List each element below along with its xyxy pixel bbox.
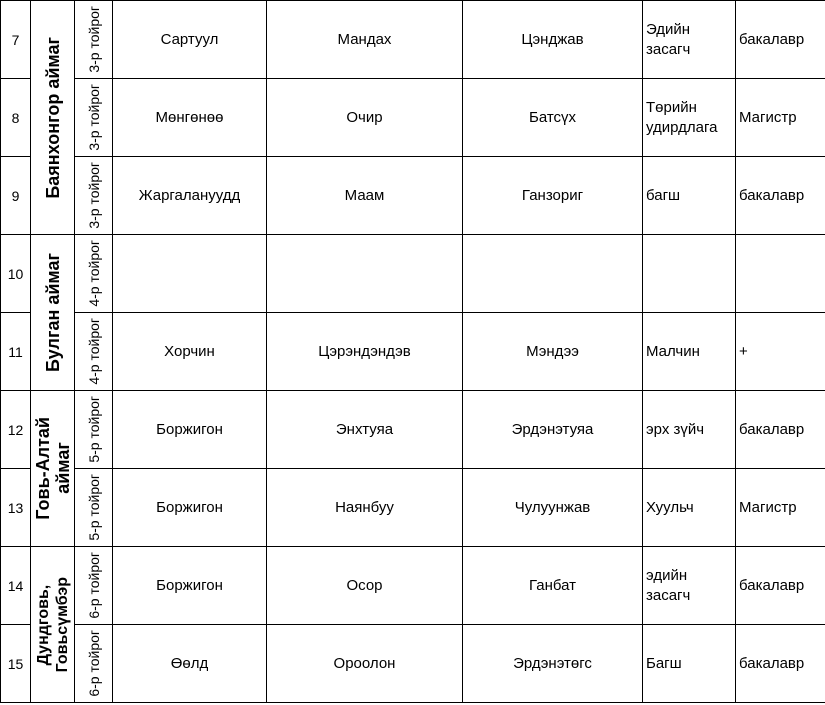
- aimag-name: [33, 417, 73, 520]
- given-name: [463, 235, 643, 313]
- row-number: 14: [1, 547, 31, 625]
- degree: +: [736, 313, 825, 391]
- profession: Хуульч: [643, 469, 736, 547]
- given-name: Батсүх: [463, 79, 643, 157]
- row-number: 8: [1, 79, 31, 157]
- toirog-cell: [75, 313, 113, 391]
- father-name: Маам: [267, 157, 463, 235]
- profession: эдийн засагч: [643, 547, 736, 625]
- aimag-cell: [31, 235, 75, 391]
- toirog-label: 3-р тойрог: [85, 162, 102, 229]
- degree: бакалавр: [736, 625, 825, 703]
- toirog-label: 5-р тойрог: [85, 396, 102, 463]
- father-name: Энхтуяа: [267, 391, 463, 469]
- degree: бакалавр: [736, 1, 825, 79]
- row-number: 9: [1, 157, 31, 235]
- father-name: Ороолон: [267, 625, 463, 703]
- given-name: Цэнджав: [463, 1, 643, 79]
- degree: бакалавр: [736, 547, 825, 625]
- toirog-cell: [75, 547, 113, 625]
- row-number: 10: [1, 235, 31, 313]
- table-row: [1, 235, 825, 313]
- aimag-name: Баянхонгор аймаг: [42, 36, 63, 199]
- given-name: Чулуунжав: [463, 469, 643, 547]
- row-number: 15: [1, 625, 31, 703]
- aimag-name-line2: Говьсүмбэр: [53, 576, 71, 673]
- table-row: [1, 1, 825, 79]
- clan-name: Боржигон: [113, 391, 267, 469]
- table-row: [1, 79, 825, 157]
- aimag-name-line1: Дундговь,: [34, 584, 52, 665]
- father-name: Мандах: [267, 1, 463, 79]
- table-row: [1, 625, 825, 703]
- aimag-name: [34, 577, 72, 672]
- aimag-cell: [31, 1, 75, 235]
- degree: Магистр: [736, 79, 825, 157]
- toirog-cell: [75, 391, 113, 469]
- degree: [736, 235, 825, 313]
- profession: Багш: [643, 625, 736, 703]
- toirog-cell: [75, 235, 113, 313]
- father-name: Осор: [267, 547, 463, 625]
- table-row: [1, 157, 825, 235]
- profession: эрх зүйч: [643, 391, 736, 469]
- profession: багш: [643, 157, 736, 235]
- aimag-name-line1: Говь-Алтай: [32, 417, 53, 520]
- row-number: 12: [1, 391, 31, 469]
- aimag-cell: [31, 391, 75, 547]
- given-name: Мэндээ: [463, 313, 643, 391]
- toirog-label: 3-р тойрог: [85, 6, 102, 73]
- table-row: [1, 391, 825, 469]
- row-number: 7: [1, 1, 31, 79]
- father-name: Очир: [267, 79, 463, 157]
- toirog-label: 3-р тойрог: [85, 84, 102, 151]
- given-name: Ганбат: [463, 547, 643, 625]
- table-row: [1, 469, 825, 547]
- given-name: Ганзориг: [463, 157, 643, 235]
- toirog-cell: [75, 157, 113, 235]
- given-name: Эрдэнэтөгс: [463, 625, 643, 703]
- toirog-label: 5-р тойрог: [85, 474, 102, 541]
- toirog-cell: [75, 625, 113, 703]
- father-name: Наянбуу: [267, 469, 463, 547]
- clan-name: Мөнгөнөө: [113, 79, 267, 157]
- degree: бакалавр: [736, 157, 825, 235]
- toirog-label: 6-р тойрог: [85, 630, 102, 697]
- aimag-cell: [31, 547, 75, 703]
- toirog-cell: [75, 469, 113, 547]
- aimag-name-line2: аймаг: [52, 442, 73, 495]
- clan-name: Боржигон: [113, 547, 267, 625]
- aimag-name: Булган аймаг: [42, 253, 63, 372]
- clan-name: Жаргалануудд: [113, 157, 267, 235]
- father-name: [267, 235, 463, 313]
- toirog-cell: [75, 1, 113, 79]
- table-row: [1, 547, 825, 625]
- table-row: [1, 313, 825, 391]
- degree: Магистр: [736, 469, 825, 547]
- toirog-label: 4-р тойрог: [85, 318, 102, 385]
- clan-name: Хорчин: [113, 313, 267, 391]
- toirog-label: 6-р тойрог: [85, 552, 102, 619]
- father-name: Цэрэндэндэв: [267, 313, 463, 391]
- clan-name: Боржигон: [113, 469, 267, 547]
- row-number: 11: [1, 313, 31, 391]
- clan-name: Өөлд: [113, 625, 267, 703]
- profession: [643, 235, 736, 313]
- profession: Эдийн засагч: [643, 1, 736, 79]
- clan-name: Сартуул: [113, 1, 267, 79]
- profession: Төрийн удирдлага: [643, 79, 736, 157]
- toirog-cell: [75, 79, 113, 157]
- profession: Малчин: [643, 313, 736, 391]
- degree: бакалавр: [736, 391, 825, 469]
- row-number: 13: [1, 469, 31, 547]
- clan-name: [113, 235, 267, 313]
- toirog-label: 4-р тойрог: [85, 240, 102, 307]
- given-name: Эрдэнэтуяа: [463, 391, 643, 469]
